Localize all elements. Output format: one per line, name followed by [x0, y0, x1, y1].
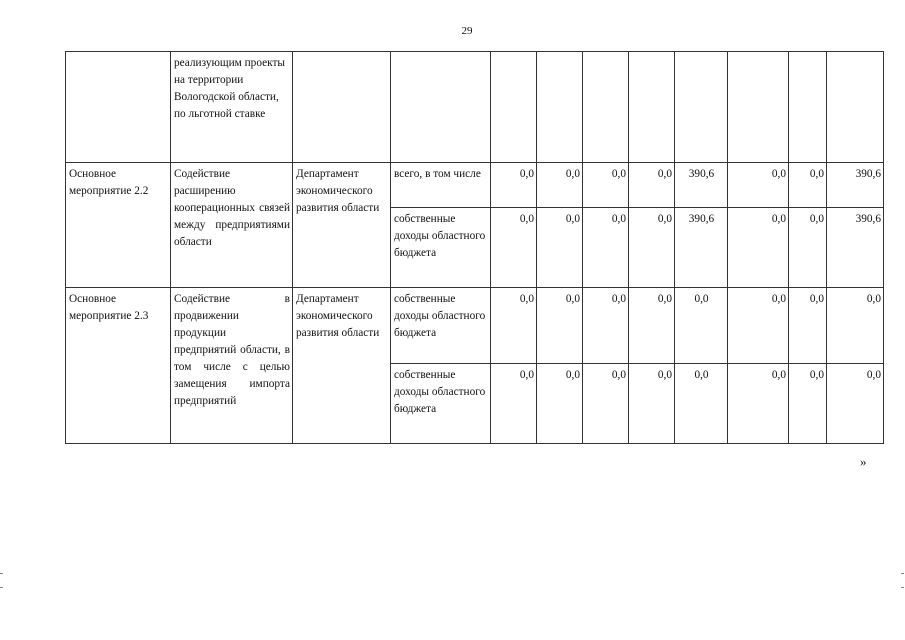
value-cell: 0,0 — [789, 364, 827, 444]
value-cell — [728, 52, 789, 163]
value-cell: 0,0 — [827, 364, 884, 444]
value-cell: 0,0 — [789, 208, 827, 288]
value-cell: 0,0 — [537, 208, 583, 288]
table-row-measure-2-2 — [66, 163, 884, 208]
value-cell — [491, 52, 537, 163]
funding-table — [65, 51, 884, 444]
source-cell — [391, 52, 491, 163]
value-cell — [789, 52, 827, 163]
measure-cell — [66, 52, 171, 163]
measure-cell: Основное мероприятие 2.2 — [66, 163, 171, 288]
value-cell: 0,0 — [491, 163, 537, 208]
source-cell: собственные доходы областного бюджета — [391, 288, 491, 364]
value-cell: 390,6 — [675, 163, 728, 208]
value-cell: 0,0 — [583, 288, 629, 364]
value-cell: 0,0 — [789, 288, 827, 364]
value-cell: 0,0 — [629, 364, 675, 444]
closing-quote: » — [860, 454, 867, 469]
value-cell: 390,6 — [827, 163, 884, 208]
executor-cell — [293, 52, 391, 163]
value-cell: 0,0 — [537, 364, 583, 444]
value-cell: 0,0 — [675, 288, 728, 364]
value-cell: 0,0 — [537, 288, 583, 364]
value-cell — [675, 52, 728, 163]
description-cell: реализующим проекты на территории Вологодской области, по льготной ставке — [171, 52, 293, 163]
value-cell: 0,0 — [491, 208, 537, 288]
value-cell — [583, 52, 629, 163]
value-cell: 0,0 — [583, 208, 629, 288]
executor-cell: Департамент экономического развития области — [293, 288, 391, 444]
value-cell: 0,0 — [583, 163, 629, 208]
scan-edge-mark — [901, 587, 904, 588]
scan-edge-mark — [901, 573, 904, 574]
value-cell: 0,0 — [629, 288, 675, 364]
value-cell: 0,0 — [629, 163, 675, 208]
value-cell: 0,0 — [789, 163, 827, 208]
page-number: 29 — [461, 25, 473, 37]
source-cell: всего, в том числе — [391, 163, 491, 208]
executor-cell: Департамент экономического развития области — [293, 163, 391, 288]
scan-edge-mark — [0, 587, 3, 588]
value-cell: 0,0 — [728, 163, 789, 208]
value-cell: 0,0 — [728, 288, 789, 364]
value-cell — [537, 52, 583, 163]
value-cell: 390,6 — [827, 208, 884, 288]
table-row-measure-2-3 — [66, 288, 884, 364]
value-cell: 0,0 — [583, 364, 629, 444]
description-cell: Содействие расширению кооперационных связей между предприятиями области — [171, 163, 293, 288]
table-row-continuation — [66, 52, 884, 163]
description-cell: Содействие в продвижении продукции предприятий области, в том числе с целью замещения импорта предприятий — [171, 288, 293, 444]
value-cell — [629, 52, 675, 163]
source-cell: собственные доходы областного бюджета — [391, 364, 491, 444]
value-cell: 0,0 — [491, 288, 537, 364]
value-cell: 390,6 — [675, 208, 728, 288]
source-cell: собственные доходы областного бюджета — [391, 208, 491, 288]
scan-edge-mark — [0, 573, 3, 574]
value-cell: 0,0 — [537, 163, 583, 208]
value-cell — [827, 52, 884, 163]
value-cell: 0,0 — [491, 364, 537, 444]
value-cell: 0,0 — [675, 364, 728, 444]
value-cell: 0,0 — [728, 364, 789, 444]
value-cell: 0,0 — [629, 208, 675, 288]
measure-cell: Основное мероприятие 2.3 — [66, 288, 171, 444]
value-cell: 0,0 — [728, 208, 789, 288]
value-cell: 0,0 — [827, 288, 884, 364]
